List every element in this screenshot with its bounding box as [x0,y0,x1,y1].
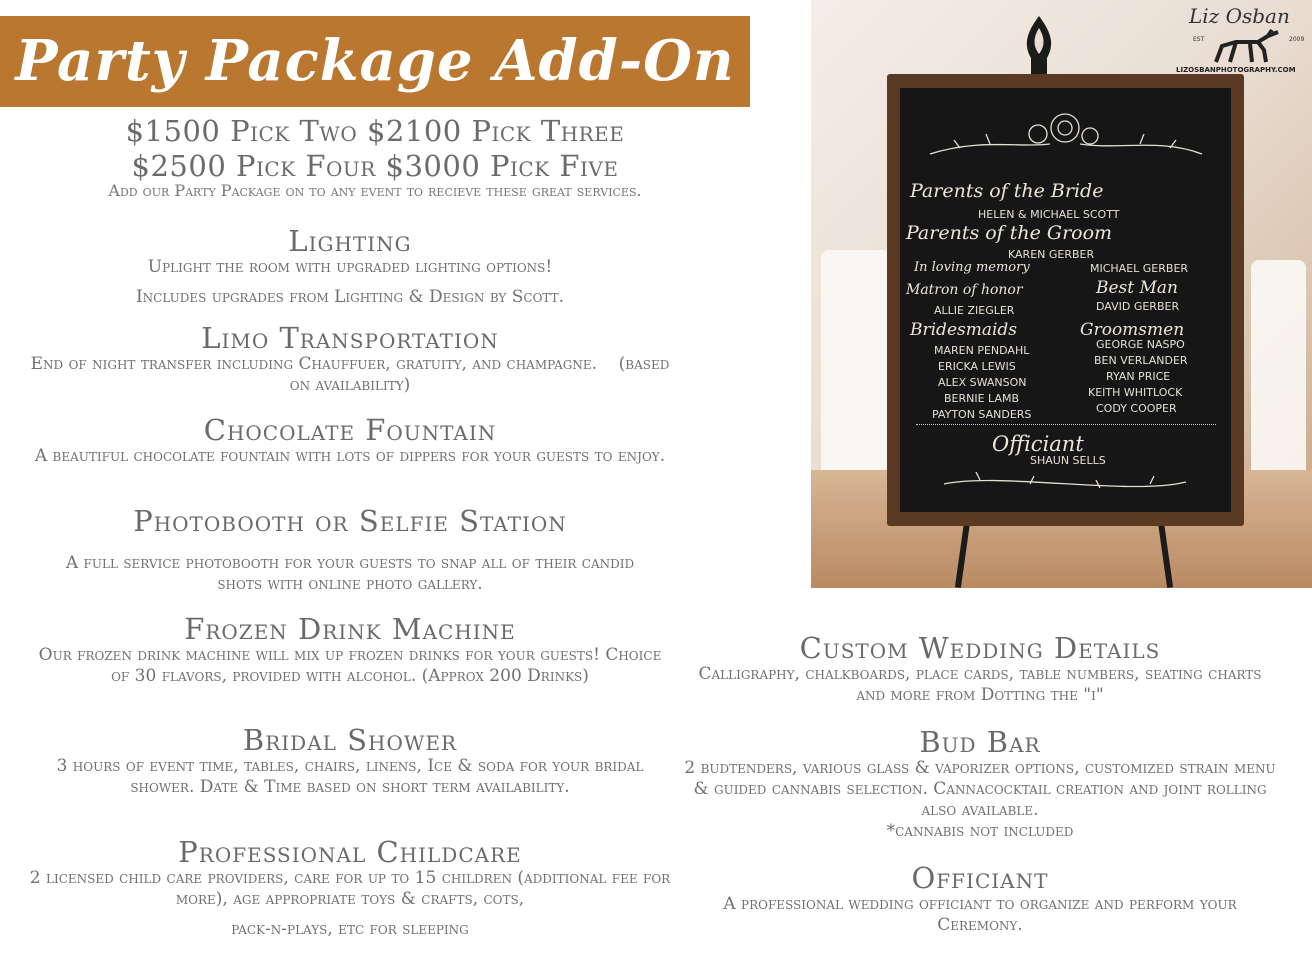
watermark-url: LIZOSBANPHOTOGRAPHY.COM [1176,66,1296,74]
chalk-matron-name: ALLIE ZIEGLER [934,304,1015,317]
service-frozen-drink [28,613,672,687]
chalk-officiant-title: Officiant [992,432,1084,456]
chalk-parents-groom-title: Parents of the Groom [906,222,1113,244]
title-banner [0,16,750,107]
service-description: End of night transfer including Chauffuer, gratuity, and champagne. (based on availability) [30,354,675,395]
service-description: Uplight the room with upgraded lighting options! [147,257,553,277]
chalk-groomsman: BEN VERLANDER [1094,354,1188,367]
watermark-year: 2009 [1289,36,1305,43]
chalk-matron-title: Matron of honor [906,282,1023,298]
service-heading: Bridal Shower [242,723,458,757]
chalk-groomsmen-title: Groomsmen [1080,320,1185,340]
service-heading: Photobooth or Selfie Station [133,504,567,538]
floral-decoration-icon [920,98,1210,168]
service-description-extra: Includes upgrades from Lighting & Design by Scott. [135,287,565,307]
chalkboard [900,88,1231,512]
chalk-groomsman: CODY COOPER [1096,402,1177,415]
chair-shape [821,250,891,480]
watermark-signature: Liz Osban [1189,4,1290,28]
service-heading: Bud Bar [919,725,1041,759]
service-description-extra: pack-n-plays, etc for sleeping [231,919,469,939]
chalk-bridesmaid: PAYTON SANDERS [932,408,1032,421]
service-heading: Limo Transportation [201,321,499,355]
service-heading: Chocolate Fountain [203,413,497,447]
chair-shape [1251,260,1306,480]
price-line-1: $1500 Pick Two $2100 Pick Three [125,114,625,148]
chalk-memory-title: In loving memory [914,260,1030,275]
service-heading: Officiant [911,861,1049,895]
service-description: A beautiful chocolate fountain with lots of dippers for your guests to enjoy. [34,446,666,466]
service-bridal-shower [28,724,672,798]
chalk-bestman-title: Best Man [1096,278,1179,298]
service-limo [28,321,675,396]
service-description: 3 hours of event time, tables, chairs, linens, Ice & soda for your bridal shower. Date & Time based on short term availability. [56,756,644,797]
intro-text: Add our Party Package on to any event to recieve these great services. [108,181,642,200]
chalk-groomsman: KEITH WHITLOCK [1088,386,1183,399]
service-heading: Lighting [288,224,412,258]
watermark-est: EST [1193,36,1205,43]
chalk-bridesmaids-title: Bridesmaids [910,320,1018,340]
service-description: Our frozen drink machine will mix up frozen drinks for your guests! Choice of 30 flavors, provided with alcohol. (Approx 200 Drinks) [38,645,662,686]
chalk-groomsman: RYAN PRICE [1106,370,1171,383]
service-heading: Frozen Drink Machine [184,612,516,646]
chalk-officiant-name: SHAUN SELLS [1030,454,1106,467]
price-line-2: $2500 Pick Four $3000 Pick Five [131,149,619,183]
service-bud-bar [684,726,1276,842]
service-lighting [28,225,672,308]
service-heading: Custom Wedding Details [799,631,1161,665]
service-description: A full service photobooth for your guests to snap all of their candid shots with online photo gallery. [65,553,635,594]
chalk-parents-groom-names: KAREN GERBER [1008,248,1095,261]
chalkboard-photo [811,0,1312,588]
chalk-bridesmaid: ERICKA LEWIS [938,360,1016,373]
chalk-divider [916,424,1216,425]
chalk-bestman-name: DAVID GERBER [1096,300,1180,313]
service-description: 2 budtenders, various glass & vaporizer options, customized strain menu & guided cannabis selection. Cannacocktail creation and joint rolling also available. [684,758,1276,820]
chalk-bridesmaid: BERNIE LAMB [944,392,1020,405]
service-photobooth [28,505,672,595]
service-description: A professional wedding officiant to organize and perform your Ceremony. [723,894,1237,935]
service-description: Calligraphy, chalkboards, place cards, table numbers, seating charts and more from Dotting the "i" [698,664,1262,705]
page-title: Party Package Add-On [15,28,735,94]
chalk-bridesmaid: ALEX SWANSON [938,376,1027,389]
service-description: 2 licensed child care providers, care for up to 15 children (additional fee for more), age appropriate toys & crafts, cots, [29,868,671,909]
chalk-bridesmaid: MAREN PENDAHL [934,344,1030,357]
service-heading: Professional Childcare [178,835,522,869]
chalk-memory-name: MICHAEL GERBER [1090,262,1189,275]
chalk-parents-bride-title: Parents of the Bride [910,180,1104,202]
service-childcare [28,836,672,940]
deer-logo-icon [1206,28,1286,66]
service-custom-details [684,632,1276,706]
chalk-parents-bride-names: HELEN & MICHAEL SCOTT [978,208,1120,221]
chalk-groomsman: GEORGE NASPO [1096,338,1185,351]
vine-decoration-icon [940,468,1190,498]
service-officiant [684,862,1276,936]
service-description-extra: *cannabis not included [886,821,1074,841]
service-chocolate-fountain [28,414,672,467]
